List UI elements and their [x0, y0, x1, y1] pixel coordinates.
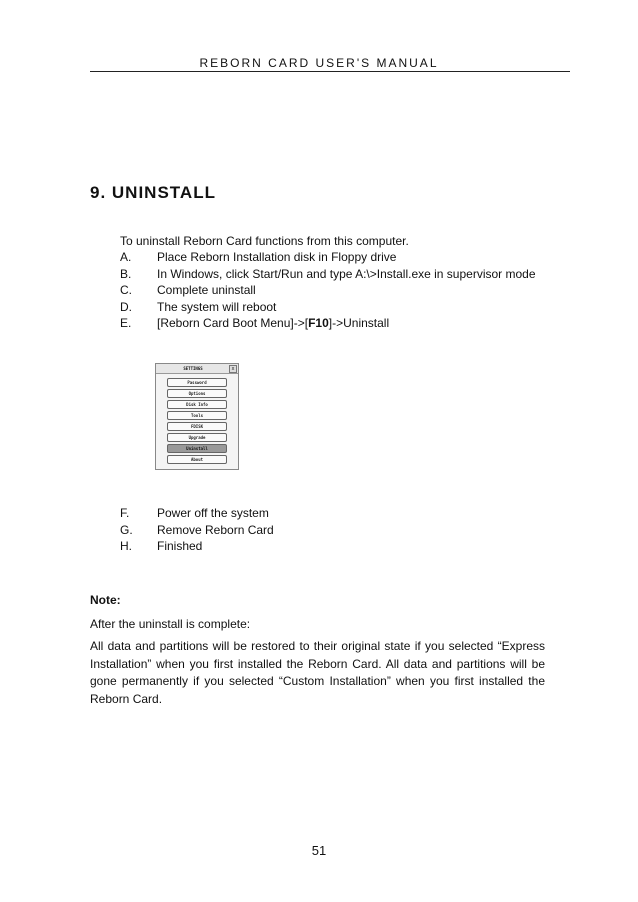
step-text: Finished	[157, 539, 203, 554]
step-letter: E.	[120, 316, 132, 331]
page-number: 51	[311, 843, 327, 858]
steps-list-first	[120, 249, 536, 332]
uninstall-button[interactable]: Uninstall	[167, 444, 227, 453]
step-letter: D.	[120, 299, 132, 314]
f10-key-label: F10	[308, 316, 329, 331]
intro-text: To uninstall Reborn Card functions from this computer.	[120, 234, 409, 248]
step-letter: A.	[120, 250, 132, 264]
step-item	[120, 505, 274, 522]
steps-list-second	[120, 505, 274, 555]
step-e-prefix: [Reborn Card Boot Menu]->[	[157, 316, 309, 331]
step-text: In Windows, click Start/Run and type A:\>Install.exe in supervisor mode	[157, 266, 536, 281]
step-letter: F.	[120, 506, 130, 520]
section-title: 9. UNINSTALL	[90, 183, 216, 202]
dialog-button-list	[156, 374, 238, 464]
about-button[interactable]: About	[167, 455, 227, 464]
password-button[interactable]: Password	[167, 378, 227, 387]
dialog-title: SETTINGS	[183, 366, 203, 371]
tools-button[interactable]: Tools	[167, 411, 227, 420]
step-item-e	[120, 315, 536, 332]
step-text	[157, 316, 389, 330]
step-item	[120, 522, 274, 539]
step-letter: C.	[120, 283, 132, 298]
step-letter: B.	[120, 266, 132, 281]
options-button[interactable]: Options	[167, 389, 227, 398]
note-label: Note:	[90, 593, 121, 607]
step-item	[120, 538, 274, 555]
step-e-suffix: ]->Uninstall	[328, 316, 390, 331]
step-letter: G.	[120, 522, 133, 537]
step-item	[120, 282, 536, 299]
upgrade-button[interactable]: Upgrade	[167, 433, 227, 442]
step-text: Complete uninstall	[157, 283, 256, 298]
disk-info-button[interactable]: Disk Info	[167, 400, 227, 409]
running-header: REBORN CARD USER'S MANUAL	[199, 56, 439, 70]
step-text: Power off the system	[157, 506, 269, 520]
step-text: Place Reborn Installation disk in Floppy drive	[157, 250, 397, 264]
step-item	[120, 266, 536, 283]
settings-dialog	[155, 363, 239, 470]
note-subtitle: After the uninstall is complete:	[90, 617, 251, 631]
close-icon[interactable]: x	[229, 365, 237, 373]
step-item	[120, 299, 536, 316]
step-item	[120, 249, 536, 266]
note-body: All data and partitions will be restored to their original state if you selected “Express Installation” when you first installed the Reborn Card. All data and partitions will be gone permanently if you selected “Custom Installation” when you first installed the Reborn Card.	[90, 639, 545, 706]
header-rule	[90, 71, 570, 72]
step-letter: H.	[120, 539, 132, 554]
dialog-titlebar	[156, 364, 238, 374]
step-text: The system will reboot	[157, 299, 277, 314]
fdisk-button[interactable]: FDISK	[167, 422, 227, 431]
step-text: Remove Reborn Card	[157, 522, 274, 537]
